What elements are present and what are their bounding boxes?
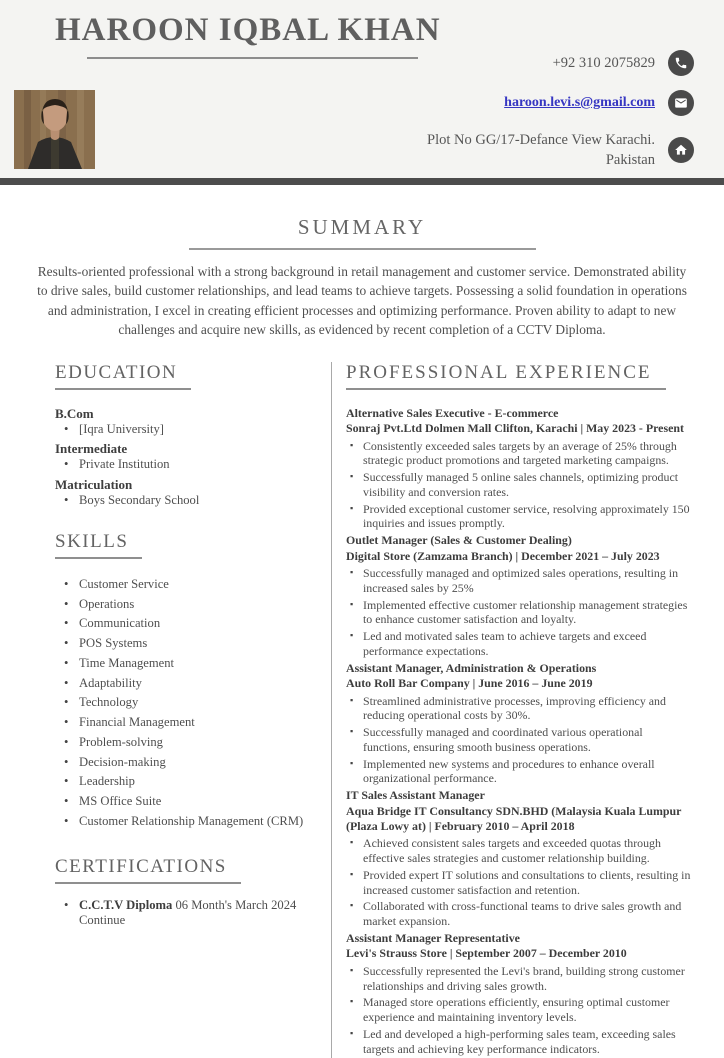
skill-item: • POS Systems: [55, 636, 311, 652]
certifications-heading: CERTIFICATIONS: [55, 856, 241, 884]
experience-heading: PROFESSIONAL EXPERIENCE: [346, 362, 666, 390]
portrait-photo-graphic: [14, 90, 95, 169]
job-entry: [346, 406, 692, 531]
job-company: Aqua Bridge IT Consultancy SDN.BHD (Malaysia Kuala Lumpur (Plaza Lowy at) | February 2010 – April 2018: [346, 803, 682, 833]
summary-section: [0, 185, 724, 340]
education-section: [55, 362, 311, 509]
address-line2: Pakistan: [605, 152, 655, 169]
job-title: Assistant Manager, Administration & Operations: [346, 660, 597, 675]
skill-item: • Technology: [55, 695, 311, 711]
job-bullet: ▪ Led and motivated sales team to achieve targets and exceed performance expectations.: [346, 629, 692, 659]
certification-detail: 06 Month's March 2024 Continue: [79, 897, 297, 928]
summary-heading: SUMMARY: [297, 215, 427, 239]
job-company: Digital Store (Zamzama Branch) | December 2021 – July 2023: [346, 548, 660, 563]
job-bullet: ▪ Implemented new systems and procedures to enhance overall organizational performance.: [346, 757, 692, 787]
header: [0, 0, 724, 178]
right-column: [332, 362, 692, 1058]
skill-item: • Communication: [55, 616, 311, 632]
job-entry: [346, 533, 692, 658]
contact-phone-row: [427, 50, 694, 76]
job-bullet: ▪ Streamlined administrative processes, improving efficiency and reducing operational costs by 30%.: [346, 694, 692, 724]
education-heading: EDUCATION: [55, 362, 191, 390]
job-entry: [346, 931, 692, 1056]
job-bullet: ▪ Successfully managed and coordinated various operational functions, ensuring smooth business operations.: [346, 725, 692, 755]
job-title: Assistant Manager Representative: [346, 930, 520, 945]
job-bullets: [346, 439, 692, 532]
skill-item: • Time Management: [55, 656, 311, 672]
summary-underline: [189, 248, 536, 250]
phone-icon: [668, 50, 694, 76]
job-bullet: ▪ Provided exceptional customer service, resolving approximately 150 inquiries and issues promptly.: [346, 502, 692, 532]
page-title: HAROON IQBAL KHAN: [55, 12, 441, 48]
skill-item: • Decision-making: [55, 755, 311, 771]
job-bullet: ▪ Provided expert IT solutions and consultations to clients, resulting in increased customer satisfaction and retention.: [346, 868, 692, 898]
job-bullet: ▪ Managed store operations efficiently, ensuring optimal customer experience and maintaining inventory levels.: [346, 995, 692, 1025]
education-degree: Matriculation: [55, 477, 133, 493]
skill-item: • Operations: [55, 597, 311, 613]
certifications-section: [55, 856, 311, 929]
skills-section: [55, 531, 311, 830]
job-bullet: ▪ Successfully managed and optimized sales operations, resulting in increased sales by 25%: [346, 566, 692, 596]
job-bullets: [346, 836, 692, 929]
job-title: IT Sales Assistant Manager: [346, 788, 485, 803]
job-bullets: [346, 694, 692, 787]
job-title: Alternative Sales Executive - E-commerce: [346, 405, 559, 420]
job-company: Sonraj Pvt.Ltd Dolmen Mall Clifton, Karachi | May 2023 - Present: [346, 421, 684, 436]
address-text: [427, 130, 655, 171]
certifications-list: [55, 898, 311, 929]
summary-text: Results-oriented professional with a strong background in retail management and customer service. Demonstrated ability to drive sales, build customer relationships, and lead teams to achieve targets. Possessing a solid foundation in operations and administration, I excel in creating efficient processes and optimizing performance. Proven ability to adapt to new challenges and acquire new skills, as evidenced by recent completion of a CCTV Diploma.: [37, 264, 687, 338]
job-bullets: [346, 566, 692, 659]
certification-name: C.C.T.V Diploma: [79, 897, 173, 912]
job-bullet: ▪ Consistently exceeded sales targets by an average of 25% through strategic product promotions and targeted marketing campaigns.: [346, 439, 692, 469]
education-institution: • Boys Secondary School: [55, 493, 311, 509]
email-icon: [668, 90, 694, 116]
job-entry: [346, 661, 692, 786]
job-bullet: ▪ Successfully managed 5 online sales channels, optimizing product visibility and conversion rates.: [346, 470, 692, 500]
job-title: Outlet Manager (Sales & Customer Dealing): [346, 533, 572, 548]
job-bullet: ▪ Successfully represented the Levi's brand, building strong customer relationships and driving sales growth.: [346, 964, 692, 994]
job-company: Auto Roll Bar Company | June 2016 – June 2019: [346, 676, 593, 691]
contact-email-row: [427, 90, 694, 116]
education-institution: • Private Institution: [55, 457, 311, 473]
skill-item: • MS Office Suite: [55, 794, 311, 810]
education-degree: Intermediate: [55, 441, 128, 457]
skill-item: • Adaptability: [55, 676, 311, 692]
education-items: [55, 406, 311, 509]
job-entry: [346, 788, 692, 929]
job-bullet: ▪ Implemented effective customer relationship management strategies to enhance customer satisfaction and loyalty.: [346, 598, 692, 628]
phone-number: +92 310 2075829: [552, 54, 655, 71]
skill-item: • Financial Management: [55, 715, 311, 731]
skill-item: • Customer Service: [55, 577, 311, 593]
left-column: [55, 362, 332, 1058]
email-link[interactable]: haroon.levi.s@gmail.com: [504, 95, 655, 110]
job-bullet: ▪ Led and developed a high-performing sales team, exceeding sales targets and achieving key performance indicators.: [346, 1027, 692, 1057]
home-icon: [668, 137, 694, 163]
job-bullet: ▪ Collaborated with cross-functional teams to drive sales growth and market expansion.: [346, 899, 692, 929]
avatar: [14, 90, 95, 169]
skills-list: [55, 577, 311, 830]
skills-heading: SKILLS: [55, 531, 142, 559]
job-bullet: ▪ Achieved consistent sales targets and exceeded quotas through effective sales strategies and customer relationship building.: [346, 836, 692, 866]
education-institution: • [Iqra University]: [55, 422, 311, 438]
education-degree: B.Com: [55, 405, 94, 421]
job-bullets: [346, 964, 692, 1057]
contact-address-row: [427, 130, 694, 171]
skill-item: • Customer Relationship Management (CRM): [55, 814, 311, 830]
job-company: Levi's Strauss Store | September 2007 – December 2010: [346, 946, 627, 961]
two-column-body: [0, 362, 724, 1058]
skill-item: • Leadership: [55, 774, 311, 790]
address-line1: Plot No GG/17-Defance View Karachi.: [427, 132, 655, 148]
contact-block: [427, 50, 694, 185]
certification-item: [55, 898, 311, 929]
skill-item: • Problem-solving: [55, 735, 311, 751]
name-underline: [87, 57, 418, 59]
